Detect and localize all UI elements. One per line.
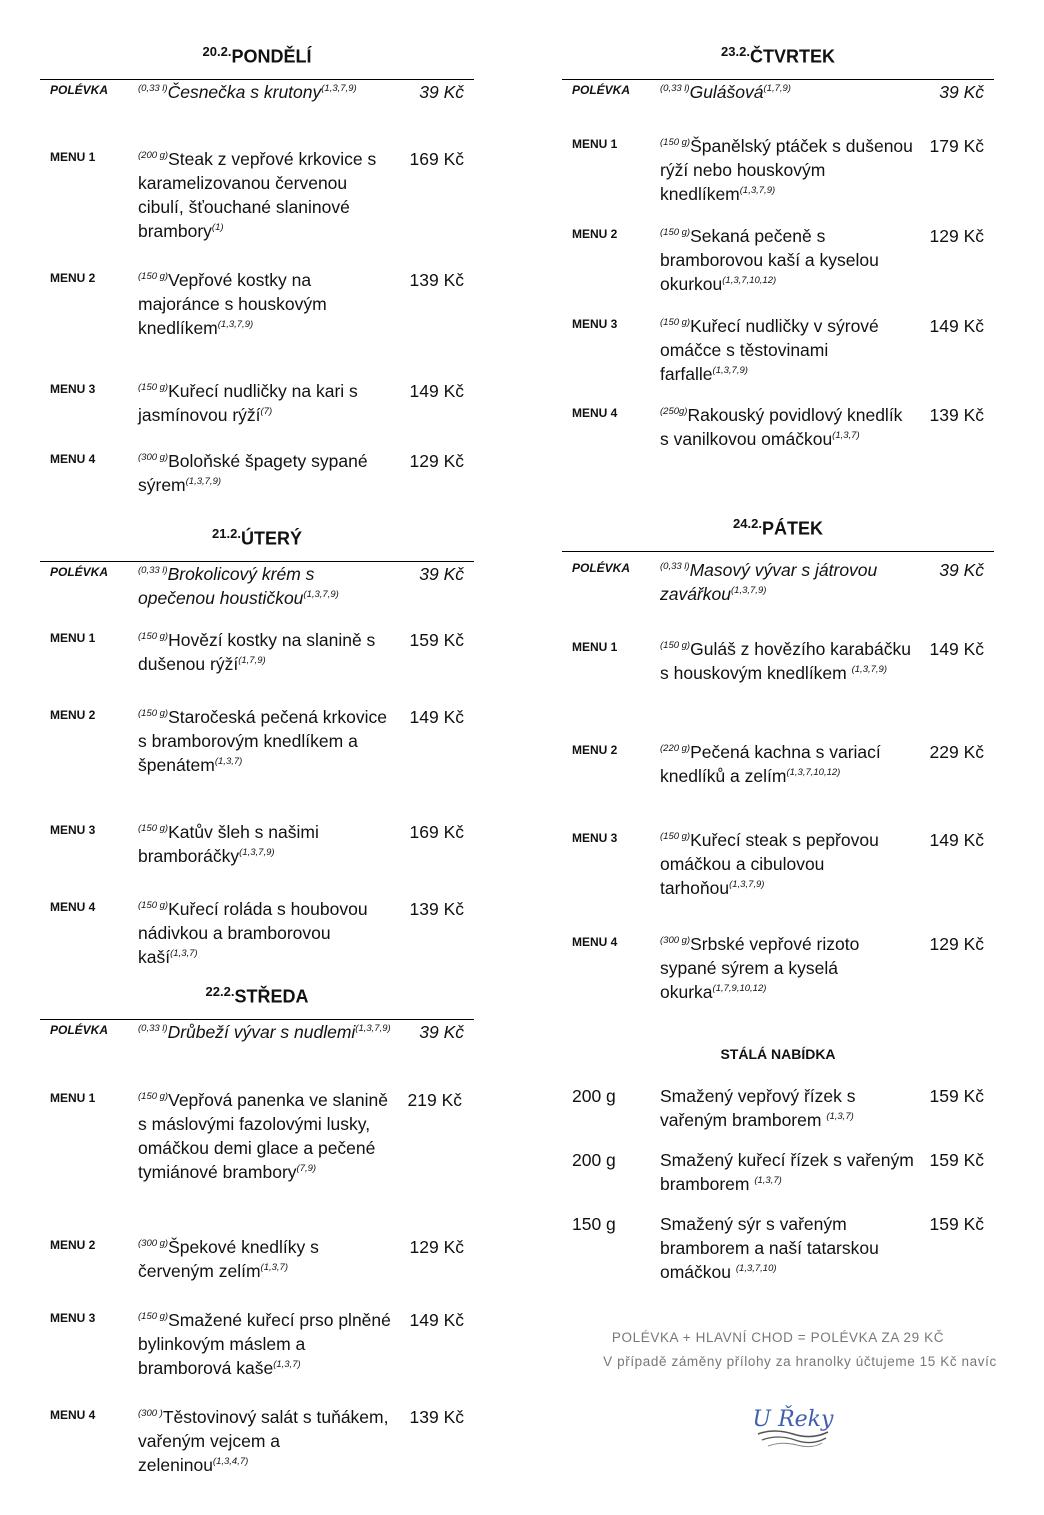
- dish-name: Vepřové kostky na majoránce s houskovým knedlíkem: [138, 270, 327, 338]
- item-price: 149 Kč: [409, 1310, 464, 1330]
- item-price: 39 Kč: [419, 564, 464, 584]
- item-label: MENU 1: [50, 150, 96, 164]
- item-weight: 150 g: [572, 1214, 616, 1234]
- dish-name: Sekaná pečeně s bramborovou kaší a kyselou okurkou: [660, 226, 879, 294]
- fries-surcharge-note: V případě záměny přílohy za hranolky účtujeme 15 Kč navíc: [603, 1354, 997, 1369]
- portion-size: (150 g): [660, 640, 691, 652]
- item-label: MENU 1: [572, 137, 618, 151]
- item-description: [660, 558, 916, 606]
- allergens: (7,9): [296, 1163, 317, 1175]
- item-label: MENU 3: [572, 317, 618, 331]
- item-description: [138, 268, 394, 340]
- allergens: (1,3,7): [260, 1262, 288, 1274]
- dish-name: Brokolicový krém s opečenou houstičkou: [138, 564, 315, 608]
- item-label: MENU 1: [50, 1091, 96, 1105]
- item-price: 159 Kč: [929, 1214, 984, 1234]
- portion-size: (150 g): [660, 831, 691, 843]
- item-price: 149 Kč: [929, 830, 984, 850]
- allergens: (1,3,7,9): [185, 476, 222, 488]
- item-description: [138, 705, 394, 777]
- item-weight: 200 g: [572, 1150, 616, 1170]
- allergens: (1,3,7,9): [355, 1023, 391, 1035]
- item-price: 169 Kč: [409, 149, 464, 169]
- day-date: 21.2.: [212, 526, 241, 541]
- item-description: [660, 1148, 916, 1196]
- item-price: 129 Kč: [929, 226, 984, 246]
- day-section-tuesday: [40, 526, 474, 967]
- day-name: PÁTEK: [761, 518, 823, 539]
- portion-size: (150 g): [660, 137, 691, 149]
- item-description: [138, 147, 394, 243]
- allergens: (7): [260, 406, 273, 418]
- item-description: [138, 1308, 394, 1380]
- portion-size: (300 g): [138, 452, 169, 464]
- allergens: (1,3,7,9): [303, 589, 339, 601]
- allergens: (1,7,9,10,12): [712, 983, 767, 995]
- item-description: [138, 379, 394, 427]
- allergens: (1,3,7,10): [735, 1263, 777, 1275]
- item-price: 149 Kč: [409, 381, 464, 401]
- day-heading: [40, 526, 474, 552]
- portion-size: (250g): [660, 406, 688, 418]
- dish-name: Hovězí kostky na slanině s dušenou rýží: [138, 630, 376, 674]
- item-description: [138, 562, 394, 610]
- item-description: [660, 1212, 916, 1284]
- dish-name: Kuřecí nudličky v sýrové omáčce s těstovinami farfalle: [660, 316, 879, 384]
- dish-name: Drůbeží vývar s nudlemi: [167, 1022, 356, 1042]
- dish-name: Španělský ptáček s dušenou rýží nebo houskovým knedlíkem: [660, 136, 913, 204]
- item-price: 39 Kč: [939, 82, 984, 102]
- dish-name: Srbské vepřové rizoto sypané sýrem a kyselá okurka: [660, 934, 860, 1002]
- item-description: [660, 637, 916, 685]
- item-description: [660, 80, 916, 104]
- day-name: PONDĚLÍ: [231, 46, 312, 67]
- item-description: [138, 1020, 394, 1044]
- allergens: (1,3,7,9): [321, 83, 357, 95]
- item-label: MENU 4: [50, 900, 96, 914]
- item-price: 229 Kč: [929, 742, 984, 762]
- item-price: 159 Kč: [929, 1150, 984, 1170]
- item-label: MENU 1: [572, 640, 618, 654]
- dish-name: Smažený kuřecí řízek s vařeným bramborem: [660, 1150, 914, 1194]
- portion-size: (300 ): [138, 1408, 163, 1420]
- item-description: [660, 1084, 916, 1132]
- item-price: 139 Kč: [409, 270, 464, 290]
- item-label: POLÉVKA: [572, 83, 631, 97]
- day-heading: [40, 44, 474, 70]
- dish-name: Těstovinový salát s tuňákem, vařeným vejcem a zeleninou: [138, 1407, 389, 1475]
- allergens: (1,3,7): [170, 948, 198, 960]
- item-description: [138, 1088, 394, 1184]
- soup-combo-note: POLÉVKA + HLAVNÍ CHOD = POLÉVKA ZA 29 KČ: [611, 1330, 945, 1345]
- item-price: 179 Kč: [929, 136, 984, 156]
- dish-name: Kuřecí nudličky na kari s jasmínovou rýží: [138, 381, 358, 425]
- allergens: (1,3,7): [754, 1175, 782, 1187]
- portion-size: (200 g): [138, 150, 169, 162]
- item-price: 139 Kč: [409, 1407, 464, 1427]
- allergens: (1,3,7): [826, 1111, 854, 1123]
- portion-size: (150 g): [660, 317, 691, 329]
- portion-size: (150 g): [138, 1091, 169, 1103]
- item-price: 149 Kč: [929, 316, 984, 336]
- item-description: [660, 403, 916, 451]
- item-label: POLÉVKA: [50, 1023, 109, 1037]
- portion-size: (150 g): [138, 823, 169, 835]
- dish-name: Česnečka s krutony: [167, 82, 322, 102]
- item-price: 139 Kč: [929, 405, 984, 425]
- dish-name: Smažené kuřecí prso plněné bylinkovým máslem a bramborová kaše: [138, 1310, 391, 1378]
- divider: [562, 551, 994, 552]
- allergens: (1,3,4,7): [212, 1456, 249, 1468]
- item-label: MENU 2: [572, 743, 618, 757]
- item-price: 149 Kč: [409, 707, 464, 727]
- allergens: (1,3,7,9): [731, 585, 767, 597]
- item-label: MENU 2: [50, 708, 96, 722]
- item-label: MENU 3: [50, 382, 96, 396]
- portion-size: (150 g): [138, 900, 169, 912]
- day-heading: [40, 984, 474, 1010]
- portion-size: (300 g): [138, 1238, 169, 1250]
- dish-name: Kuřecí steak s pepřovou omáčkou a cibulovou tarhoňou: [660, 830, 879, 898]
- portion-size: (150 g): [138, 1311, 169, 1323]
- item-label: MENU 4: [572, 935, 618, 949]
- portion-size: (150 g): [138, 382, 169, 394]
- dish-name: Gulášová: [689, 82, 764, 102]
- item-price: 159 Kč: [929, 1086, 984, 1106]
- day-section-wednesday: [40, 984, 474, 1475]
- item-label: MENU 1: [50, 631, 96, 645]
- item-price: 39 Kč: [939, 560, 984, 580]
- item-description: [660, 740, 916, 788]
- logo-text: U Řeky: [752, 1407, 834, 1432]
- portion-size: (150 g): [660, 227, 691, 239]
- allergens: (1,3,7,9): [239, 847, 275, 859]
- allergens: (1,3,7): [214, 756, 243, 768]
- item-label: MENU 3: [50, 823, 96, 837]
- day-section-monday: [40, 44, 474, 495]
- item-description: [138, 80, 394, 104]
- allergens: (1,3,7,9): [217, 319, 254, 331]
- item-weight: 200 g: [572, 1086, 616, 1106]
- day-name: ÚTERÝ: [240, 528, 302, 549]
- day-date: 23.2.: [721, 44, 750, 59]
- portion-size: (0,33 l): [660, 83, 690, 95]
- item-label: MENU 2: [50, 271, 96, 285]
- item-description: [138, 1405, 394, 1477]
- portion-size: (150 g): [138, 708, 169, 720]
- item-description: [660, 134, 916, 206]
- item-description: [138, 1235, 394, 1283]
- day-date: 22.2.: [205, 984, 235, 999]
- item-description: [138, 628, 394, 676]
- item-label: POLÉVKA: [50, 565, 109, 579]
- item-label: POLÉVKA: [50, 83, 109, 97]
- day-section-thursday: [562, 44, 994, 449]
- standing-offer-title: STÁLÁ NABÍDKA: [720, 1046, 836, 1062]
- item-label: POLÉVKA: [572, 561, 631, 575]
- day-heading: [562, 516, 994, 542]
- dish-name: Masový vývar s játrovou zavářkou: [660, 560, 878, 604]
- item-description: [660, 828, 916, 900]
- dish-name: Rakouský povidlový knedlík s vanilkovou omáčkou: [660, 405, 903, 449]
- item-price: 169 Kč: [409, 822, 464, 842]
- item-price: 129 Kč: [409, 451, 464, 471]
- item-description: [660, 314, 916, 386]
- portion-size: (0,33 l): [138, 83, 168, 95]
- item-label: MENU 4: [572, 406, 618, 420]
- portion-size: (220 g): [660, 743, 691, 755]
- item-label: MENU 3: [50, 1311, 96, 1325]
- dish-name: Boloňské špagety sypané sýrem: [138, 451, 368, 495]
- dish-name: Vepřová panenka ve slanině s máslovými fazolovými lusky, omáčkou demi glace a pečené tymiánové brambory: [138, 1090, 388, 1182]
- dish-name: Staročeská pečená krkovice s bramborovým knedlíkem a špenátem: [138, 707, 387, 775]
- item-price: 129 Kč: [409, 1237, 464, 1257]
- allergens: (1,3,7,10,12): [722, 275, 777, 287]
- dish-name: Pečená kachna s variací knedlíků a zelím: [660, 742, 881, 786]
- item-description: [138, 820, 394, 868]
- dish-name: Kuřecí roláda s houbovou nádivkou a bramborovou kaší: [138, 899, 368, 967]
- restaurant-logo: [752, 1398, 834, 1456]
- item-label: MENU 3: [572, 831, 618, 845]
- item-description: [660, 932, 916, 1004]
- item-description: [138, 897, 394, 969]
- dish-name: Smažený sýr s vařeným bramborem a naší tatarskou omáčkou: [660, 1214, 879, 1282]
- portion-size: (0,33 l): [138, 565, 168, 577]
- allergens: (1,3,7,9): [851, 664, 887, 676]
- item-price: 139 Kč: [409, 899, 464, 919]
- portion-size: (0,33 l): [138, 1023, 168, 1035]
- portion-size: (300 g): [660, 935, 691, 947]
- day-name: STŘEDA: [234, 986, 309, 1007]
- item-description: [138, 449, 394, 497]
- item-price: 39 Kč: [419, 1022, 464, 1042]
- dish-name: Guláš z hovězího karabáčku s houskovým knedlíkem: [660, 639, 911, 683]
- portion-size: (0,33 l): [660, 561, 690, 573]
- item-label: MENU 2: [50, 1238, 96, 1252]
- day-heading: [562, 44, 994, 70]
- portion-size: (150 g): [138, 631, 169, 643]
- portion-size: (150 g): [138, 271, 169, 283]
- dish-name: Steak z vepřové krkovice s karamelizovanou červenou cibulí, šťouchané slaninové brambory: [138, 149, 377, 241]
- allergens: (1): [211, 222, 224, 234]
- day-name: ČTVRTEK: [749, 46, 835, 67]
- item-price: 149 Kč: [929, 639, 984, 659]
- allergens: (1,7,9): [238, 655, 266, 667]
- item-price: 219 Kč: [407, 1090, 462, 1110]
- item-label: MENU 4: [50, 452, 96, 466]
- item-price: 159 Kč: [409, 630, 464, 650]
- allergens: (1,7,9): [763, 83, 791, 95]
- item-description: [660, 224, 916, 296]
- dish-name: Špekové knedlíky s červeným zelím: [138, 1237, 319, 1281]
- item-label: MENU 4: [50, 1408, 96, 1422]
- day-date: 20.2.: [202, 44, 232, 59]
- allergens: (1,3,7,9): [739, 185, 776, 197]
- item-label: MENU 2: [572, 227, 618, 241]
- dish-name: Katův šleh s našimi bramboráčky: [138, 822, 319, 866]
- allergens: (1,3,7,9): [712, 365, 748, 377]
- dish-name: Smažený vepřový řízek s vařeným bramborem: [660, 1086, 856, 1130]
- allergens: (1,3,7): [832, 430, 860, 442]
- day-date: 24.2.: [733, 516, 762, 531]
- allergens: (1,3,7,9): [729, 879, 765, 891]
- item-price: 129 Kč: [929, 934, 984, 954]
- allergens: (1,3,7): [273, 1359, 301, 1371]
- item-price: 39 Kč: [419, 82, 464, 102]
- allergens: (1,3,7,10,12): [786, 767, 841, 779]
- day-section-friday: [562, 516, 994, 1002]
